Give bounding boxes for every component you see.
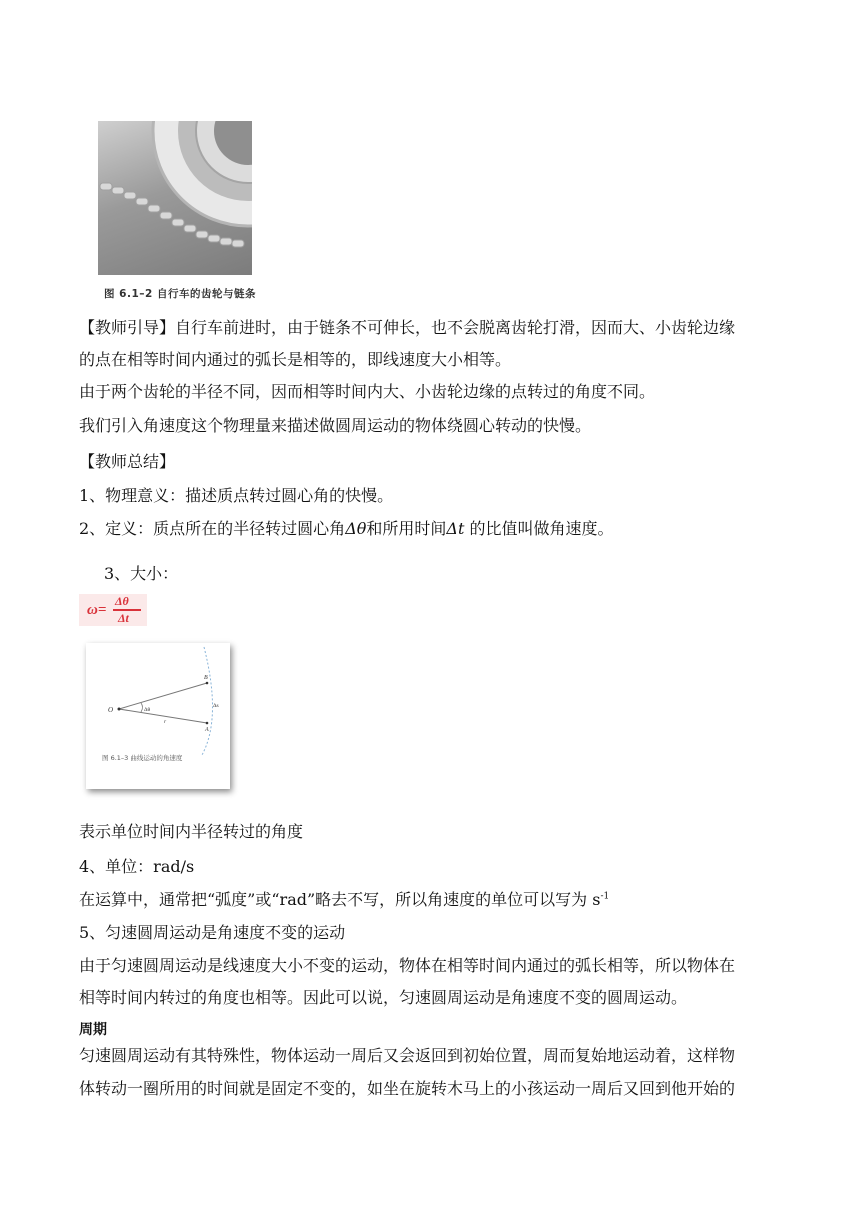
radius-OA: [119, 709, 207, 723]
label-B: B: [204, 675, 208, 681]
delta-theta-symbol: Δθ: [345, 519, 367, 538]
formula-denominator: Δt: [118, 611, 129, 625]
figure2-caption: 图 6.1–3 曲线运动的角速度: [102, 754, 183, 762]
item-uniform-circular-motion: 5、匀速圆周运动是角速度不变的运动: [79, 923, 346, 942]
item-definition: [79, 519, 613, 539]
angular-velocity-diagram: [86, 643, 230, 789]
label-A: A: [205, 727, 209, 733]
angular-velocity-formula: [79, 594, 147, 626]
paragraph-teacher-guide-2: 的点在相等时间内通过的弧长是相等的，即线速度大小相等。: [79, 350, 512, 369]
item-physical-meaning: 1、物理意义：描述质点转过圆心角的快慢。: [79, 486, 394, 505]
delta-t-symbol: Δt: [446, 519, 465, 538]
paragraph-uniform-explanation-1: 由于匀速圆周运动是线速度大小不变的运动，物体在相等时间内通过的弧长相等，所以物体在: [79, 956, 736, 975]
paragraph-period-2: 体转动一圈所用的时间就是固定不变的，如坐在旋转木马上的小孩运动一周后又回到他开始的: [79, 1079, 736, 1098]
paragraph-gear-radius: 由于两个齿轮的半径不同，因而相等时间内大、小齿轮边缘的点转过的角度不同。: [79, 382, 656, 401]
item-magnitude: 3、大小：: [104, 564, 179, 583]
label-delta-s: Δs: [213, 703, 219, 709]
radius-OB: [119, 683, 207, 709]
bicycle-gear-photo: [98, 121, 252, 275]
point-O: [118, 708, 121, 711]
paragraph-unit-time-angle: 表示单位时间内半径转过的角度: [79, 822, 304, 841]
formula-lhs: ω=: [87, 602, 107, 618]
definition-text-start: 2、定义：质点所在的半径转过圆心角: [79, 519, 346, 538]
label-delta-theta: Δθ: [144, 707, 151, 713]
teacher-summary-heading: 【教师总结】: [79, 452, 176, 471]
definition-text-end: 的比值叫做角速度。: [464, 519, 614, 538]
formula-numerator: Δθ: [115, 594, 129, 608]
angle-arc: [141, 703, 143, 712]
point-B: [206, 682, 209, 685]
paragraph-introduce-angular-velocity: 我们引入角速度这个物理量来描述做圆周运动的物体绕圆心转动的快慢。: [79, 416, 592, 435]
paragraph-unit-note: [79, 890, 609, 910]
arc-diagram-svg: [86, 643, 230, 789]
arc-path: [202, 647, 213, 755]
label-O: O: [108, 706, 114, 714]
gear-chain-illustration: [98, 121, 252, 275]
heading-period: 周期: [79, 1022, 107, 1038]
paragraph-teacher-guide-1: 【教师引导】自行车前进时，由于链条不可伸长，也不会脱离齿轮打滑，因而大、小齿轮边缘: [79, 318, 736, 337]
paragraph-period-1: 匀速圆周运动有其特殊性，物体运动一周后又会返回到初始位置，周而复始地运动着，这样物: [79, 1046, 736, 1065]
unit-note-superscript: -1: [600, 891, 610, 902]
figure1-caption: 图 6.1–2 自行车的齿轮与链条: [104, 288, 256, 300]
point-A: [206, 722, 209, 725]
unit-note-text: 在运算中，通常把“弧度”或“rad”略去不写，所以角速度的单位可以写为 s: [79, 890, 601, 909]
item-unit: 4、单位：rad/s: [79, 857, 195, 876]
paragraph-uniform-explanation-2: 相等时间内转过的角度也相等。因此可以说，匀速圆周运动是角速度不变的圆周运动。: [79, 988, 688, 1007]
definition-text-middle: 和所用时间: [366, 519, 447, 538]
label-r: r: [164, 719, 167, 725]
